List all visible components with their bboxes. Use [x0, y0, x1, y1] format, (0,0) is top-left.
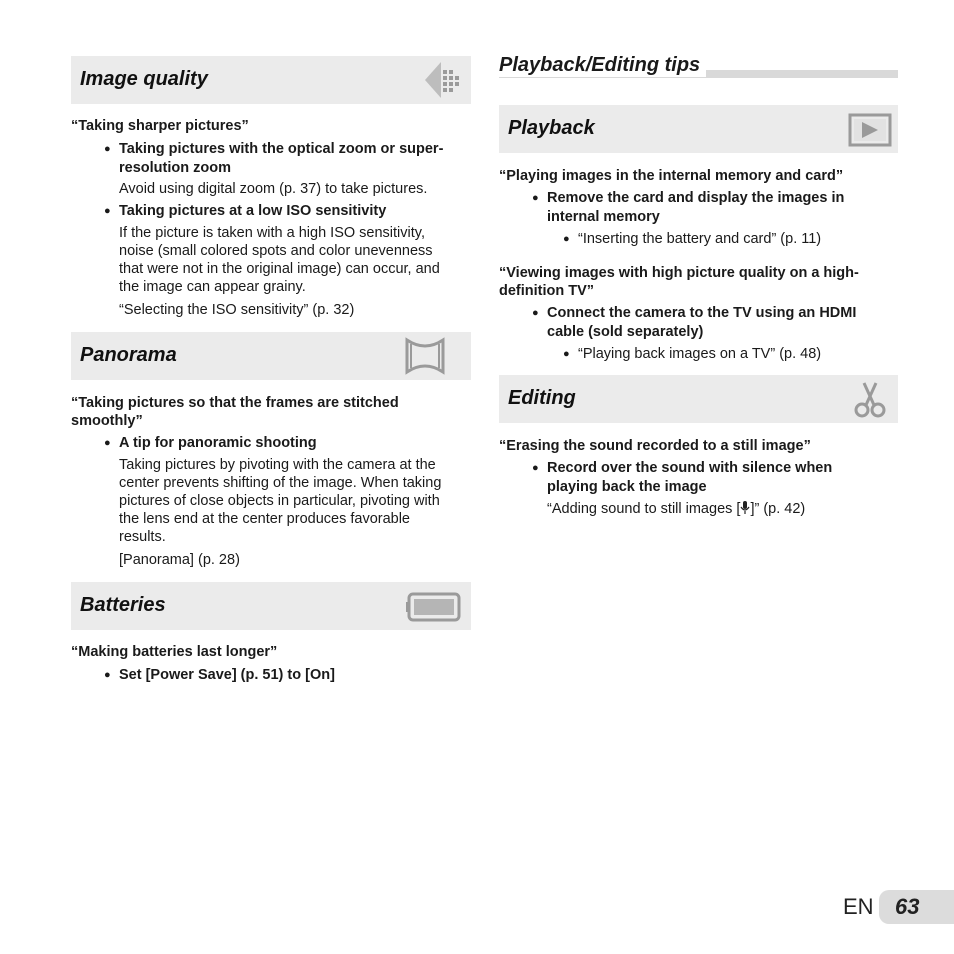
bullet-item: [104, 666, 335, 685]
bullet-line: Remove the card and display the images in: [547, 190, 845, 206]
bullet-dot: ●: [104, 143, 111, 155]
bullet-dot: ●: [104, 205, 111, 217]
reference-text: [Panorama] (p. 28): [119, 552, 240, 568]
image-quality-icon: [421, 60, 465, 100]
bullet-line: Taking pictures with the optical zoom or super-: [119, 141, 444, 157]
bullet-line: Connect the camera to the TV using an HDMI: [547, 305, 857, 321]
text-line: results.: [119, 529, 166, 545]
question-heading: “Making batteries last longer”: [71, 644, 278, 660]
reference-text: “Playing back images on a TV” (p. 48): [578, 346, 822, 362]
bullet-item: [532, 189, 845, 227]
question-heading: “Playing images in the internal memory and card”: [499, 168, 844, 184]
question-line: “Viewing images with high picture quality on a high-: [499, 265, 859, 281]
main-title: Playback/Editing tips: [499, 54, 706, 77]
scissors-icon: [848, 379, 892, 419]
section-title: Panorama: [80, 344, 177, 366]
bullet-item: [532, 459, 833, 497]
text-line: the lens end at the center produces favorable: [119, 511, 410, 527]
reference-text: “Inserting the battery and card” (p. 11): [578, 231, 822, 247]
playback-icon: [848, 109, 892, 149]
question-heading: [71, 394, 471, 430]
bullet-dot: ●: [104, 669, 111, 681]
text-line: center prevents shifting of the image. When taking: [119, 475, 442, 491]
panorama-icon: [403, 336, 447, 376]
reference-text-start: “Adding sound to still images [: [547, 501, 741, 517]
body-text: [119, 456, 441, 546]
reference-text-end: ]” (p. 42): [750, 501, 806, 517]
sub-bullet: [563, 230, 822, 248]
bullet-line: Taking pictures at a low ISO sensitivity: [119, 203, 387, 219]
bullet-line: playing back the image: [547, 479, 707, 495]
language-code: EN: [843, 894, 874, 919]
question-heading: “Taking sharper pictures”: [71, 118, 249, 134]
bullet-item: [532, 304, 857, 342]
sub-bullet: [563, 345, 822, 363]
question-line: smoothly”: [71, 413, 143, 429]
reference-text: [547, 500, 805, 518]
reference-text: “Selecting the ISO sensitivity” (p. 32): [119, 302, 355, 318]
bullet-item: [104, 434, 317, 453]
bullet-dot: ●: [563, 348, 570, 360]
bullet-line: internal memory: [547, 209, 660, 225]
text-line: noise (small colored spots and color unevenness: [119, 243, 433, 259]
bullet-dot: ●: [532, 192, 539, 204]
section-header-batteries: [71, 582, 471, 630]
text-line: that were not in the original image) can occur, and: [119, 261, 440, 277]
bullet-line: Set [Power Save] (p. 51) to [On]: [119, 667, 335, 683]
bullet-dot: ●: [532, 462, 539, 474]
text-line: the image can appear grainy.: [119, 279, 306, 295]
section-title: Playback: [508, 117, 595, 139]
body-text: [119, 224, 440, 296]
section-header-playback: [499, 105, 898, 153]
question-line: definition TV”: [499, 283, 595, 299]
section-title: Batteries: [80, 594, 166, 616]
question-line: “Taking pictures so that the frames are stitched: [71, 395, 399, 411]
section-title: Editing: [508, 387, 576, 409]
bullet-line: cable (sold separately): [547, 324, 704, 340]
page-footer: [843, 890, 954, 924]
page-number-box: [879, 890, 954, 924]
microphone-icon: [740, 501, 750, 515]
section-header-image-quality: [71, 56, 471, 104]
main-heading: [499, 52, 898, 82]
bullet-dot: ●: [563, 233, 570, 245]
section-header-editing: [499, 375, 898, 423]
text-line: Taking pictures by pivoting with the camera at the: [119, 457, 436, 473]
question-heading: [499, 264, 898, 300]
body-text: Avoid using digital zoom (p. 37) to take pictures.: [119, 181, 428, 197]
section-title: Image quality: [80, 68, 208, 90]
text-line: pictures of close objects in particular, pivoting with: [119, 493, 440, 509]
bullet-dot: ●: [532, 307, 539, 319]
bullet-line: Record over the sound with silence when: [547, 460, 833, 476]
text-line: If the picture is taken with a high ISO sensitivity,: [119, 225, 425, 241]
page-number: 63: [895, 894, 920, 919]
bullet-dot: ●: [104, 437, 111, 449]
battery-icon: [405, 586, 465, 626]
question-heading: “Erasing the sound recorded to a still image”: [499, 438, 811, 454]
bullet-item: [104, 140, 471, 178]
bullet-line: A tip for panoramic shooting: [119, 435, 317, 451]
bullet-item: [104, 202, 387, 221]
section-header-panorama: [71, 332, 471, 380]
bullet-line: resolution zoom: [119, 160, 231, 176]
